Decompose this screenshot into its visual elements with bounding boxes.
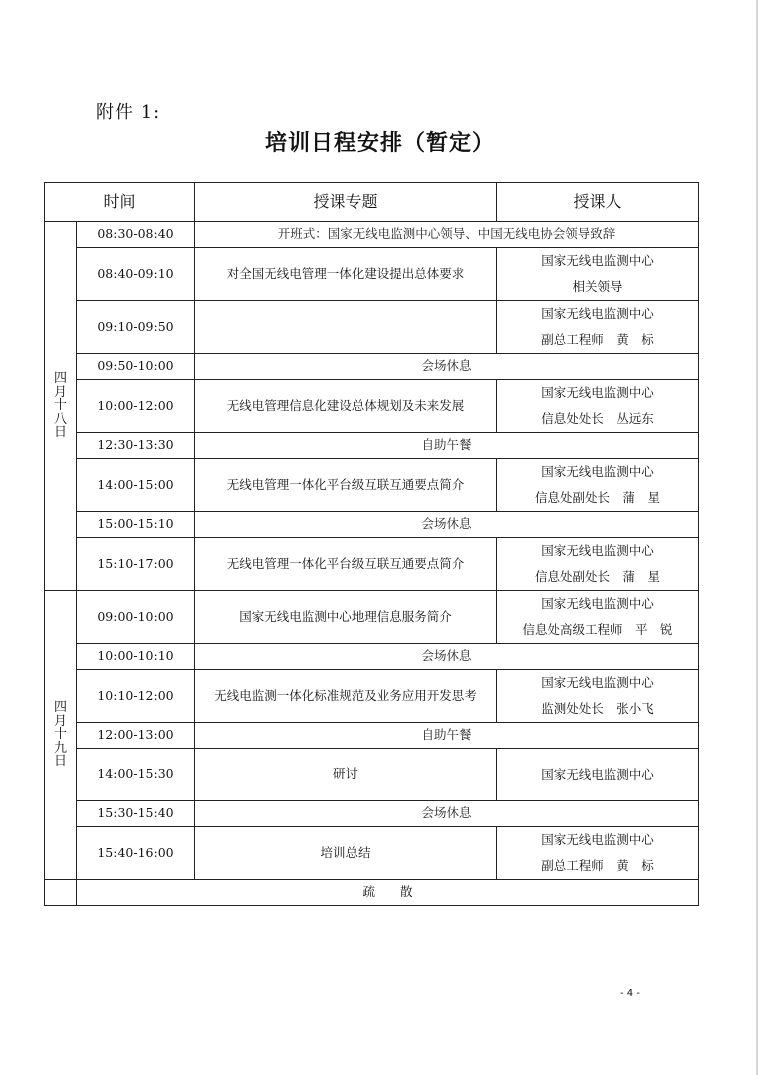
time-slot: 09:00-10:00 bbox=[77, 591, 195, 644]
time-slot: 15:00-15:10 bbox=[77, 512, 195, 538]
table-header-row bbox=[45, 183, 699, 222]
topic-cell: 研讨 bbox=[195, 749, 497, 801]
speaker-cell bbox=[497, 301, 699, 354]
table-row bbox=[45, 459, 699, 512]
speaker-cell bbox=[497, 248, 699, 301]
topic-cell: 无线电监测一体化标准规范及业务应用开发思考 bbox=[195, 670, 497, 723]
topic-cell: 无线电管理一体化平台级互联互通要点简介 bbox=[195, 538, 497, 591]
table-row bbox=[45, 723, 699, 749]
time-slot: 10:10-12:00 bbox=[77, 670, 195, 723]
time-slot: 15:30-15:40 bbox=[77, 801, 195, 827]
topic-cell: 国家无线电监测中心地理信息服务简介 bbox=[195, 591, 497, 644]
time-slot: 14:00-15:30 bbox=[77, 749, 195, 801]
time-slot: 08:40-09:10 bbox=[77, 248, 195, 301]
speaker-line: 副总工程师 黄 标 bbox=[541, 858, 654, 873]
table-row bbox=[45, 380, 699, 433]
speaker-line: 监测处处长 张小飞 bbox=[541, 701, 654, 716]
topic-cell: 无线电管理信息化建设总体规划及未来发展 bbox=[195, 380, 497, 433]
session-span-cell: 自助午餐 bbox=[195, 723, 699, 749]
speaker-line: 国家无线电监测中心 bbox=[541, 385, 654, 400]
time-slot: 09:50-10:00 bbox=[77, 354, 195, 380]
attachment-label: 附件 1: bbox=[96, 102, 161, 123]
table-row bbox=[45, 670, 699, 723]
speaker-line: 信息处处长 丛远东 bbox=[541, 411, 654, 426]
table-row bbox=[45, 354, 699, 380]
speaker-line: 国家无线电监测中心 bbox=[541, 253, 654, 268]
table-row bbox=[45, 222, 699, 248]
speaker-cell bbox=[497, 459, 699, 512]
speaker-cell bbox=[497, 749, 699, 801]
table-row bbox=[45, 512, 699, 538]
speaker-line: 国家无线电监测中心 bbox=[541, 306, 654, 321]
table-row bbox=[45, 301, 699, 354]
speaker-cell bbox=[497, 591, 699, 644]
time-slot: 08:30-08:40 bbox=[77, 222, 195, 248]
speaker-line: 副总工程师 黄 标 bbox=[541, 332, 654, 347]
speaker-line: 国家无线电监测中心 bbox=[541, 596, 654, 611]
time-slot: 10:00-10:10 bbox=[77, 644, 195, 670]
time-slot: 15:40-16:00 bbox=[77, 827, 195, 880]
table-row bbox=[45, 248, 699, 301]
session-span-cell: 会场休息 bbox=[195, 801, 699, 827]
table-row bbox=[45, 801, 699, 827]
closing-date-cell bbox=[45, 880, 77, 906]
topic-cell: 无线电管理一体化平台级互联互通要点简介 bbox=[195, 459, 497, 512]
speaker-line: 国家无线电监测中心 bbox=[541, 832, 654, 847]
date-label: 四月十九日 bbox=[53, 699, 67, 770]
table-row bbox=[45, 538, 699, 591]
session-span-cell: 会场休息 bbox=[195, 644, 699, 670]
time-slot: 12:30-13:30 bbox=[77, 433, 195, 459]
closing-row bbox=[45, 880, 699, 906]
speaker-cell bbox=[497, 670, 699, 723]
page-title: 培训日程安排（暂定） bbox=[264, 131, 495, 156]
table-row bbox=[45, 749, 699, 801]
time-slot: 15:10-17:00 bbox=[77, 538, 195, 591]
speaker-line: 国家无线电监测中心 bbox=[541, 543, 654, 558]
table-row bbox=[45, 644, 699, 670]
header-time: 时间 bbox=[45, 183, 195, 222]
session-span-cell: 开班式：国家无线电监测中心领导、中国无线电协会领导致辞 bbox=[195, 222, 699, 248]
header-topic: 授课专题 bbox=[195, 183, 497, 222]
speaker-line: 信息处副处长 蒲 星 bbox=[535, 569, 661, 584]
speaker-cell bbox=[497, 538, 699, 591]
table-row bbox=[45, 433, 699, 459]
time-slot: 12:00-13:00 bbox=[77, 723, 195, 749]
closing-cell: 疏 散 bbox=[77, 880, 699, 906]
time-slot: 10:00-12:00 bbox=[77, 380, 195, 433]
speaker-cell bbox=[497, 380, 699, 433]
time-slot: 14:00-15:00 bbox=[77, 459, 195, 512]
speaker-cell bbox=[497, 827, 699, 880]
topic-cell: 培训总结 bbox=[195, 827, 497, 880]
speaker-line: 相关领导 bbox=[572, 279, 623, 294]
scan-edge-line bbox=[756, 0, 758, 1075]
session-span-cell: 会场休息 bbox=[195, 512, 699, 538]
speaker-line: 信息处高级工程师 平 锐 bbox=[522, 622, 673, 637]
speaker-line: 国家无线电监测中心 bbox=[541, 464, 654, 479]
time-slot: 09:10-09:50 bbox=[77, 301, 195, 354]
topic-cell bbox=[195, 301, 497, 354]
topic-cell: 对全国无线电管理一体化建设提出总体要求 bbox=[195, 248, 497, 301]
session-span-cell: 会场休息 bbox=[195, 354, 699, 380]
date-cell-day1 bbox=[45, 222, 77, 591]
table-row bbox=[45, 591, 699, 644]
schedule-table bbox=[44, 182, 699, 906]
session-span-cell: 自助午餐 bbox=[195, 433, 699, 459]
table-row bbox=[45, 827, 699, 880]
schedule-body bbox=[45, 222, 699, 906]
speaker-line: 国家无线电监测中心 bbox=[541, 766, 654, 782]
date-cell-day2 bbox=[45, 591, 77, 880]
speaker-line: 信息处副处长 蒲 星 bbox=[535, 490, 661, 505]
page-number: - 4 - bbox=[620, 988, 640, 999]
header-speaker: 授课人 bbox=[497, 183, 699, 222]
speaker-line: 国家无线电监测中心 bbox=[541, 675, 654, 690]
date-label: 四月十八日 bbox=[53, 370, 67, 441]
